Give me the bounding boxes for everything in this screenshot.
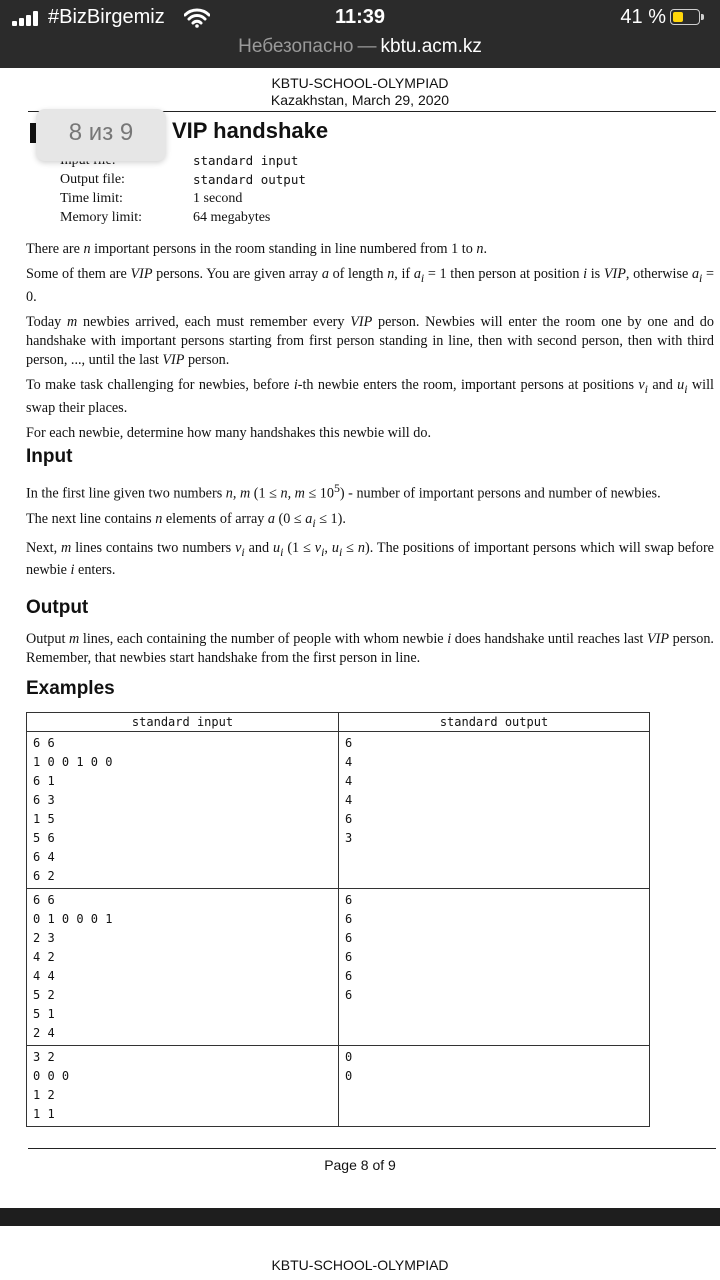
examples-header-row xyxy=(27,713,650,732)
limit-row xyxy=(60,170,306,189)
limit-row xyxy=(60,208,306,227)
example-input-line: 4 2 xyxy=(33,950,55,964)
statement-paragraph: Some of them are VIP persons. You are given array a of length n, if $a_i = 1$ then person at position i is VIP, otherwise $a_i = 0$. xyxy=(26,266,715,305)
example-input-line: 2 3 xyxy=(33,931,55,945)
status-bar xyxy=(0,0,720,36)
header-output: standard output xyxy=(339,713,650,732)
statement-paragraph: For each newbie, determine how many handshakes this newbie will do. xyxy=(26,424,432,441)
input-paragraph: In the first line given two numbers n, m (1 ≤ n, $m \le 10^5$) - number of important persons and number of newbies. xyxy=(26,481,661,502)
example-output-cell xyxy=(339,1046,650,1127)
example-input-line: 5 2 xyxy=(33,988,55,1002)
limit-key: Time limit: xyxy=(60,191,123,206)
example-output-line: 6 xyxy=(345,736,353,750)
address-separator: — xyxy=(357,36,377,57)
problem-title: VIP handshake xyxy=(172,118,329,143)
limits-block xyxy=(60,152,306,227)
example-input-line: 0 1 0 0 0 1 xyxy=(33,912,113,926)
page-indicator[interactable]: 8 из 9 xyxy=(36,109,166,161)
example-input-line: 1 0 0 1 0 0 xyxy=(33,755,113,769)
input-paragraph: The next line contains n elements of array a $(0 \le a_i \le 1)$. xyxy=(26,510,346,530)
section-input-heading: Input xyxy=(26,446,73,467)
example-output-line: 6 xyxy=(345,893,353,907)
limit-value: standard output xyxy=(193,172,306,187)
example-output-cell xyxy=(339,889,650,1046)
battery-icon xyxy=(670,9,700,25)
example-input-line: 0 0 0 xyxy=(33,1069,70,1083)
example-input-line: 4 4 xyxy=(33,969,55,983)
header-olympiad: KBTU-SCHOOL-OLYMPIAD xyxy=(271,75,449,91)
example-input-line: 6 1 xyxy=(33,774,55,788)
example-input-line: 6 4 xyxy=(33,850,55,864)
example-output-line: 4 xyxy=(345,774,353,788)
example-input-line: 6 3 xyxy=(33,793,55,807)
example-output-cell xyxy=(339,732,650,889)
example-input-line: 6 2 xyxy=(33,869,55,883)
example-output-line: 6 xyxy=(345,912,353,926)
url-host: kbtu.acm.kz xyxy=(380,36,482,57)
browser-top-bar xyxy=(0,0,720,68)
example-input-cell xyxy=(27,889,339,1046)
example-output-line: 6 xyxy=(345,950,353,964)
example-input-cell xyxy=(27,732,339,889)
example-input-line: 1 1 xyxy=(33,1107,55,1121)
example-row xyxy=(27,732,650,889)
section-examples-heading: Examples xyxy=(26,678,115,699)
example-input-line: 5 1 xyxy=(33,1007,55,1021)
example-input-line: 1 2 xyxy=(33,1088,55,1102)
battery-percentage: 41 % xyxy=(620,6,666,28)
example-input-line: 3 2 xyxy=(33,1050,55,1064)
example-input-line: 5 6 xyxy=(33,831,55,845)
example-output-line: 0 xyxy=(345,1069,353,1083)
statement-paragraph: To make task challenging for newbies, before i-th newbie enters the room, important persons at positions $v_i$ and $u_i$ will swap their places. xyxy=(26,376,714,416)
footer-rule xyxy=(28,1148,716,1149)
output-paragraph: Output m lines, each containing the number of people with whom newbie i does handshake until reaches last VIP person. Remember, that newbies start handshake from the first person in line. xyxy=(26,631,714,666)
carrier-name: #BizBirgemiz xyxy=(48,6,165,28)
clock: 11:39 xyxy=(334,6,386,28)
example-output-line: 6 xyxy=(345,812,353,826)
example-output-line: 6 xyxy=(345,969,353,983)
example-row xyxy=(27,1046,650,1127)
limit-key: Output file: xyxy=(60,172,125,187)
example-input-cell xyxy=(27,1046,339,1127)
limit-row xyxy=(60,189,306,208)
page-separator xyxy=(0,1208,720,1226)
statement-paragraph: Today m newbies arrived, each must remember every VIP person. Newbies will enter the room one by one and do handshake with important persons starting from first person standing in line, then with second person, then with third person, ..., until the last VIP person. xyxy=(26,313,714,368)
page-footer: Page 8 of 9 xyxy=(324,1157,396,1173)
example-output-line: 3 xyxy=(345,831,353,845)
statement xyxy=(26,240,714,449)
input-spec xyxy=(26,479,714,586)
page-header xyxy=(0,75,720,109)
limit-value: standard input xyxy=(193,153,299,168)
example-row xyxy=(27,889,650,1046)
example-output-line: 6 xyxy=(345,931,353,945)
next-page-header: KBTU-SCHOOL-OLYMPIAD xyxy=(271,1257,449,1273)
example-output-line: 6 xyxy=(345,988,353,1002)
example-input-line: 6 6 xyxy=(33,736,55,750)
security-label: Небезопасно xyxy=(238,36,354,57)
example-input-line: 6 6 xyxy=(33,893,55,907)
header-input: standard input xyxy=(27,713,339,732)
input-paragraph: Next, m lines contains two numbers $v_i$ and $u_i$ ($1 \le v_i$, $u_i \le n$). The positions of important persons which will swap before newbie i enters. xyxy=(26,539,714,579)
example-input-line: 1 5 xyxy=(33,812,55,826)
header-date: Kazakhstan, March 29, 2020 xyxy=(270,92,450,108)
section-output-heading: Output xyxy=(26,597,89,618)
example-output-line: 4 xyxy=(345,793,353,807)
statement-paragraph: There are n important persons in the room standing in line numbered from 1 to n. xyxy=(26,241,487,257)
limit-value: 64 megabytes xyxy=(193,210,271,225)
output-spec xyxy=(26,630,714,674)
address-bar[interactable] xyxy=(0,36,720,58)
example-output-line: 4 xyxy=(345,755,353,769)
examples-table xyxy=(26,712,650,1127)
limit-value: 1 second xyxy=(193,191,243,206)
example-input-line: 2 4 xyxy=(33,1026,55,1040)
example-output-line: 0 xyxy=(345,1050,353,1064)
limit-key: Memory limit: xyxy=(60,210,143,225)
